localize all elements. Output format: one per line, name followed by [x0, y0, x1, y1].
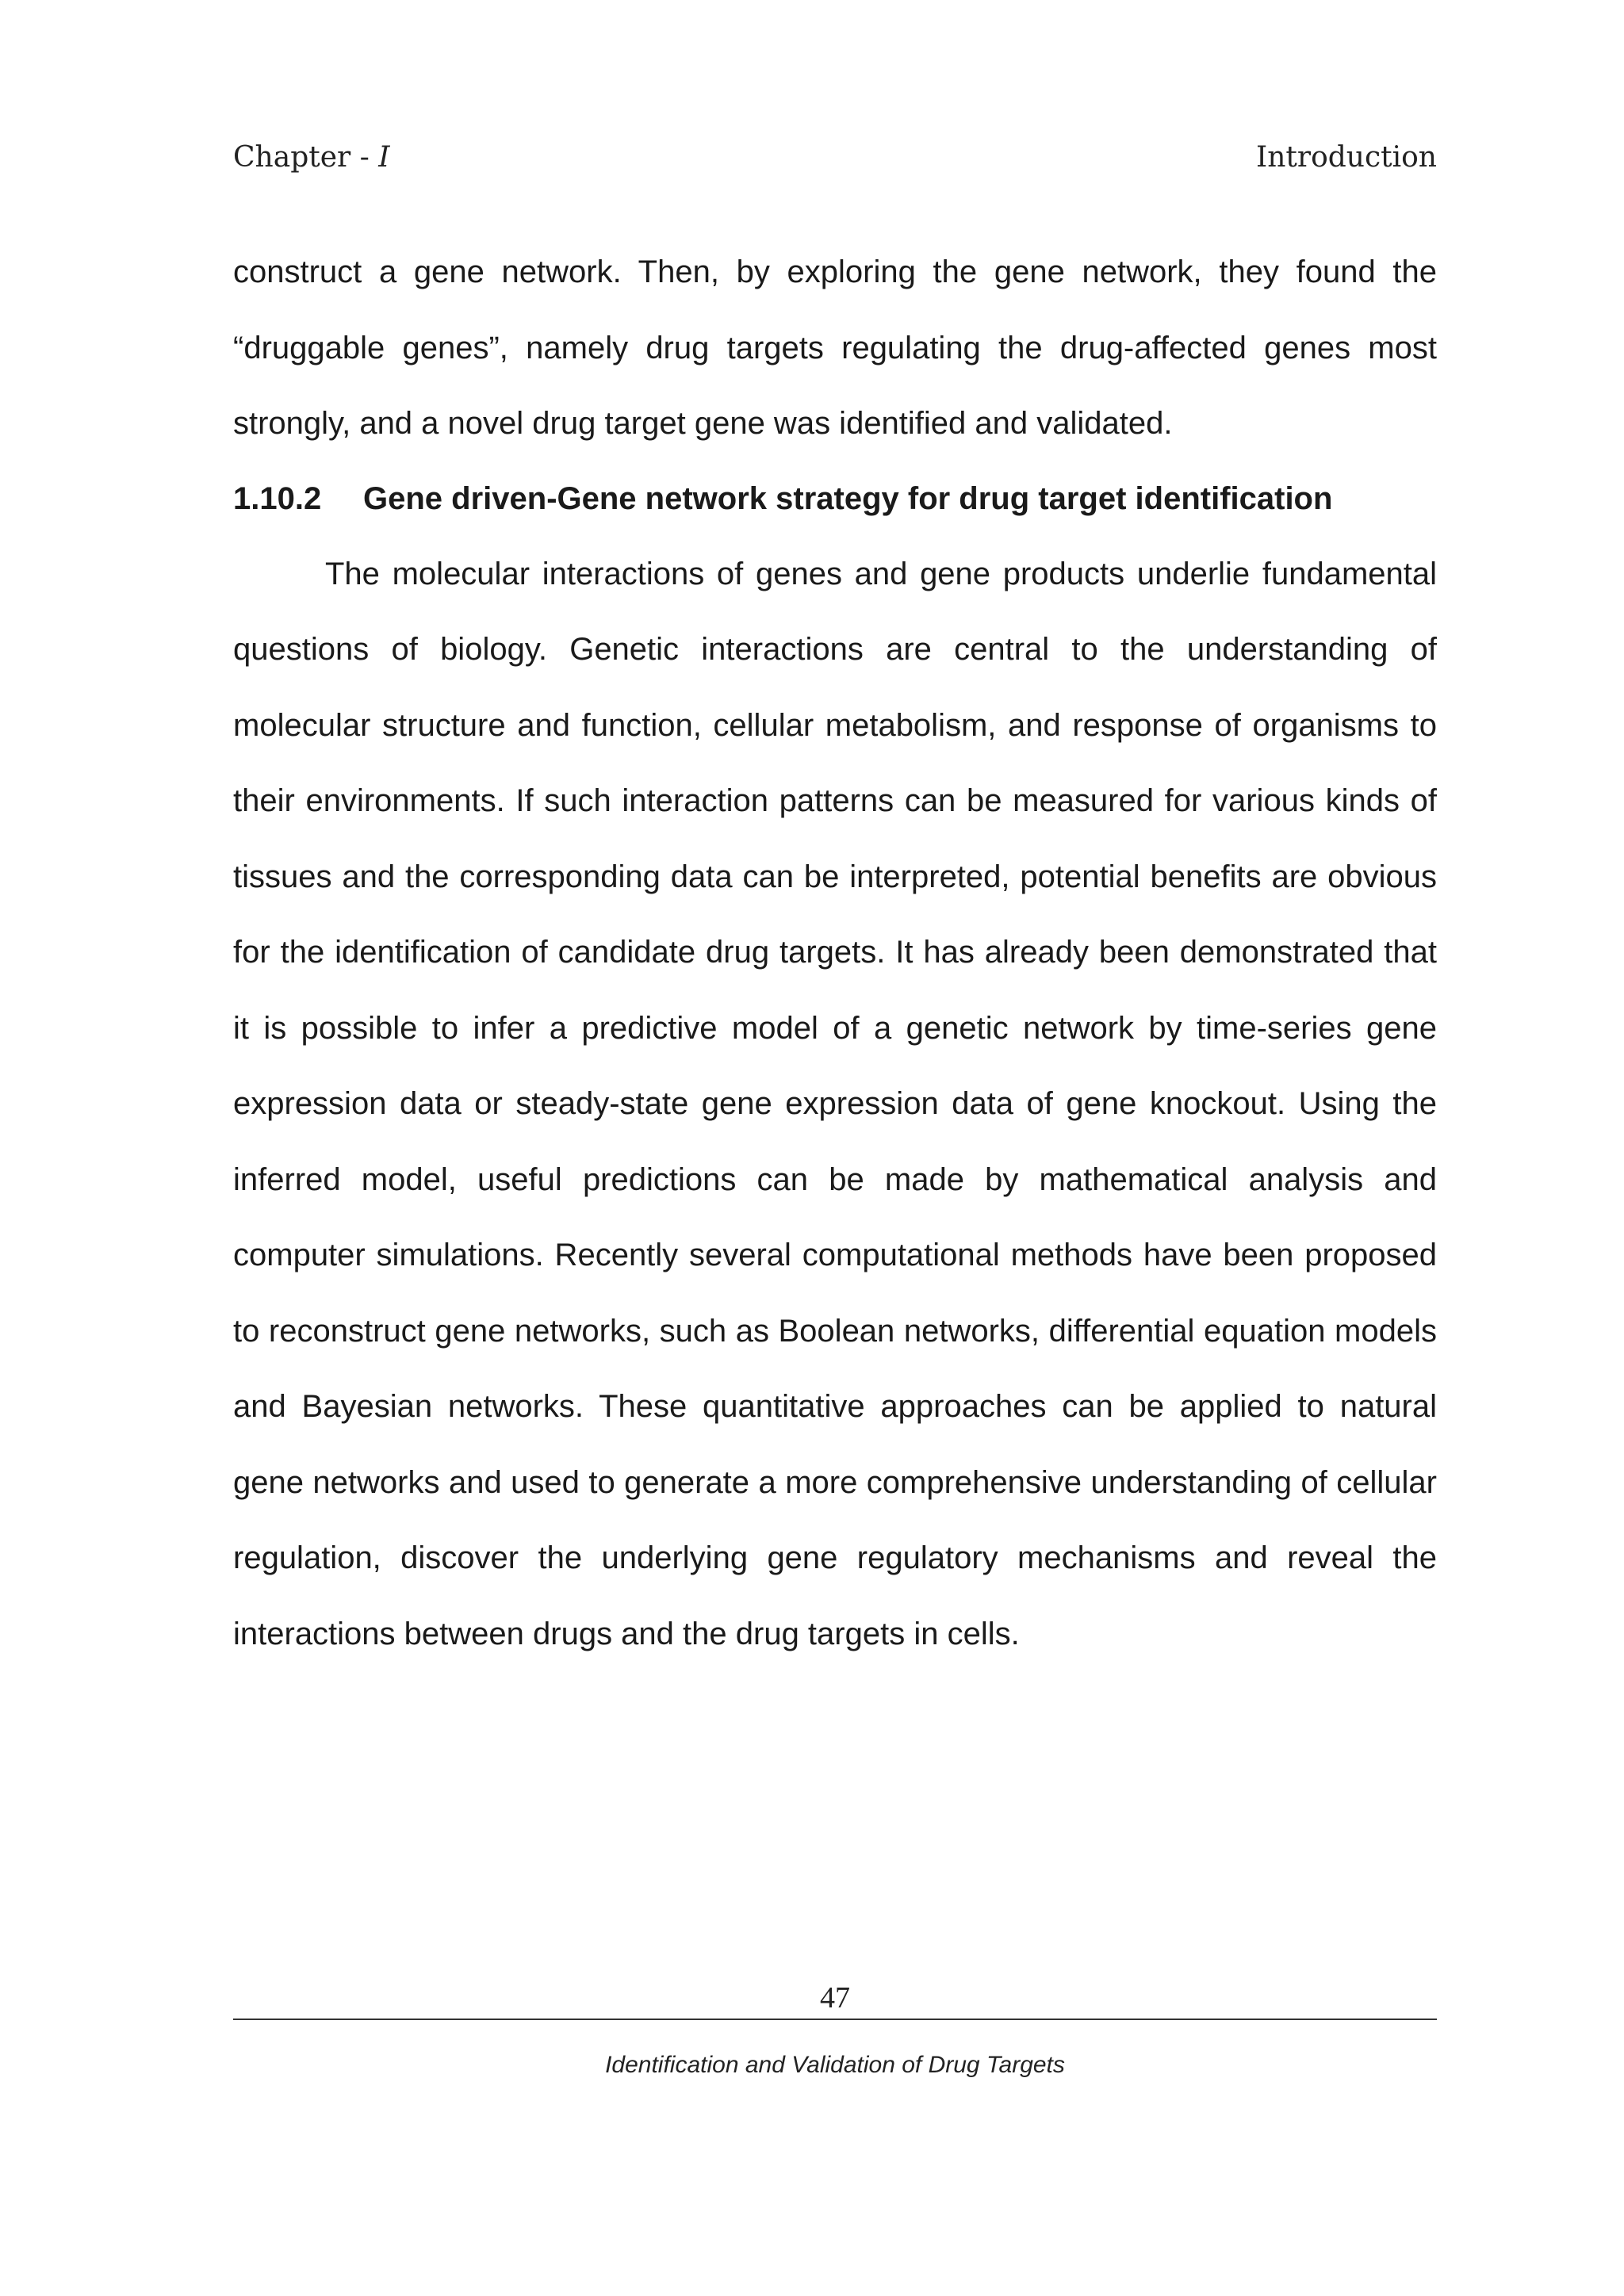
section-heading — [233, 462, 1437, 537]
body-paragraph: The molecular interactions of genes and gene products underlie fundamental questions of biology. Genetic interactions are central to the understanding of molecular structure and function, cellular metabolism, and response of organisms to their environments. If such interaction patterns can be measured for various kinds of tissues and the corresponding data can be interpreted, potential benefits are obvious for the identification of candidate drug targets. It has already been demonstrated that it is possible to infer a predictive model of a genetic network by time-series gene expression data or steady-state gene expression data of gene knockout. Using the inferred model, useful predictions can be made by mathematical analysis and computer simulations. Recently several computational methods have been proposed to reconstruct gene networks, such as Boolean networks, differential equation models and Bayesian networks. These quantitative approaches can be applied to natural gene networks and used to generate a more comprehensive understanding of cellular regulation, discover the underlying gene regulatory mechanisms and reveal the interactions between drugs and the drug targets in cells. — [233, 556, 1437, 1651]
footer-divider — [233, 2019, 1437, 2020]
section-number: 1.10.2 — [233, 480, 322, 516]
chapter-number: I — [378, 141, 390, 174]
continuation-paragraph: construct a gene network. Then, by exploring the gene network, they found the “druggable genes”, namely drug targets regulating the drug-affected genes most strongly, and a novel drug target gene was identified and validated. — [233, 254, 1437, 441]
chapter-prefix: Chapter - — [233, 141, 379, 174]
running-header — [233, 141, 1437, 186]
page-number: 47 — [820, 1981, 850, 2015]
section-name: Introduction — [1256, 141, 1437, 174]
chapter-label — [233, 141, 390, 174]
body-text — [233, 235, 1437, 1672]
section-title: Gene driven-Gene network strategy for drug target identification — [363, 480, 1333, 516]
footer-thesis-title: Identification and Validation of Drug Targets — [605, 2052, 1065, 2078]
